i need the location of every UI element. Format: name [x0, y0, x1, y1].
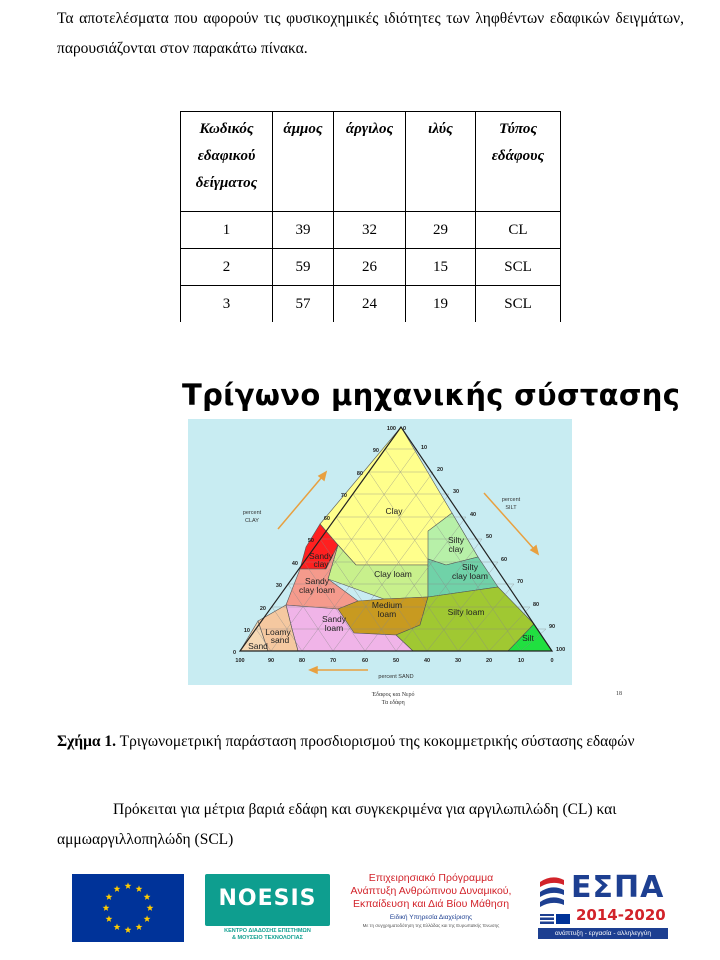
svg-text:0: 0	[403, 426, 407, 432]
table-row	[181, 286, 561, 323]
noesis-subtitle: ΚΕΝΤΡΟ ΔΙΑΔΟΣΗΣ ΕΠΙΣΤΗΜΩΝ & ΜΟΥΣΕΙΟ ΤΕΧΝΟΛΟΓΙΑΣ	[224, 928, 311, 941]
table-header-row	[181, 112, 561, 212]
caption-label: Σχήμα 1.	[57, 733, 117, 750]
espa-slogan: ανάπτυξη - εργασία - αλληλεγγύη	[538, 928, 668, 939]
svg-text:90: 90	[549, 624, 556, 630]
label-silty-loam: Silty loam	[447, 607, 485, 617]
eu-flag-icon	[72, 874, 184, 942]
svg-text:70: 70	[329, 658, 337, 664]
cell-sand: 59	[273, 249, 334, 286]
svg-text:50: 50	[392, 658, 400, 664]
operational-programme-logo: Επιχειρησιακό Πρόγραμμα Ανάπτυξη Ανθρώπινου Δυναμικού, Εκπαίδευση και Διά Βίου Μάθηση Ειδική Υπηρεσία Διαχείρισης Με τη συγχρηματοδότηση της Ελλάδας και της Ευρωπαϊκής Ένωσης	[350, 872, 512, 928]
svg-text:SILT: SILT	[505, 505, 517, 511]
cell-sand: 39	[273, 212, 334, 249]
label-silt: Silt	[522, 633, 534, 643]
header-clay: άργιλος	[334, 112, 406, 212]
noesis-name: NOESIS	[218, 886, 317, 911]
label-sandy-clay: Sandy clay	[308, 551, 334, 569]
footer-logos	[0, 870, 720, 945]
svg-text:60: 60	[501, 557, 508, 563]
label-silty-clay: Silty clay	[447, 535, 465, 554]
svg-text:10: 10	[243, 628, 250, 634]
table-row	[181, 212, 561, 249]
table-row	[181, 249, 561, 286]
cell-sand: 57	[273, 286, 334, 323]
svg-text:0: 0	[232, 650, 236, 656]
cell-type: SCL	[476, 286, 561, 323]
cell-type: CL	[476, 212, 561, 249]
svg-text:20: 20	[259, 606, 266, 612]
espa-name: ΕΣΠΑ	[571, 870, 665, 905]
svg-text:80: 80	[298, 658, 306, 664]
sand-axis-title: percent SAND	[378, 674, 414, 680]
label-medium-loam: Medium loam	[371, 600, 403, 619]
header-soil-type: Τύπος εδάφους	[476, 112, 561, 212]
label-sandy-clay-loam: Sandy clay loam	[299, 576, 335, 595]
svg-text:30: 30	[453, 489, 460, 495]
cell-silt: 15	[406, 249, 476, 286]
conclusion-paragraph: Πρόκειται για μέτρια βαριά εδάφη και συγκεκριμένα για αργιλωπιλώδη (CL) και αμμωαργιλλοπηλώδη (SCL)	[57, 801, 617, 848]
svg-text:20: 20	[485, 658, 493, 664]
soil-texture-triangle	[188, 419, 572, 685]
figure-title: Τρίγωνο μηχανικής σύστασης	[182, 378, 681, 412]
svg-text:60: 60	[361, 658, 369, 664]
svg-text:10: 10	[421, 445, 428, 451]
svg-text:80: 80	[533, 602, 540, 608]
svg-text:CLAY: CLAY	[245, 518, 259, 524]
header-sample-code: Κωδικός εδαφικού δείγματος	[181, 112, 273, 212]
soil-samples-table	[180, 111, 561, 322]
label-clay-loam: Clay loam	[374, 569, 412, 579]
svg-text:100: 100	[386, 426, 396, 432]
svg-text:70: 70	[517, 579, 524, 585]
caption-text: Τριγωνομετρική παράσταση προσδιορισμού της κοκομμετρικής σύστασης εδαφών	[119, 733, 635, 750]
label-silty-clay-loam: Silty clay loam	[452, 562, 488, 581]
svg-text:40: 40	[291, 561, 298, 567]
svg-text:30: 30	[275, 583, 282, 589]
soil-texture-triangle-figure	[188, 419, 572, 685]
figure-source: Έδαφος και Νερό Τα εδάφη	[372, 692, 415, 706]
figure-page-number: 18	[616, 691, 622, 697]
cell-code: 3	[181, 286, 273, 323]
cell-clay: 24	[334, 286, 406, 323]
label-loamy-sand: Loamy sand	[265, 627, 291, 645]
svg-text:10: 10	[517, 658, 525, 664]
cell-clay: 26	[334, 249, 406, 286]
header-sand: άμμος	[273, 112, 334, 212]
espa-logo	[538, 872, 668, 942]
label-sandy-loam: Sandy loam	[321, 614, 347, 633]
svg-text:40: 40	[470, 512, 477, 518]
svg-text:20: 20	[437, 467, 444, 473]
svg-text:100: 100	[235, 658, 245, 664]
svg-text:90: 90	[267, 658, 275, 664]
svg-text:40: 40	[423, 658, 431, 664]
svg-text:100: 100	[556, 647, 566, 653]
clay-axis-title	[243, 510, 262, 524]
cell-silt: 29	[406, 212, 476, 249]
svg-text:70: 70	[340, 493, 347, 499]
header-silt: ιλύς	[406, 112, 476, 212]
svg-text:0: 0	[550, 658, 554, 664]
cell-clay: 32	[334, 212, 406, 249]
svg-text:percent: percent	[501, 497, 521, 503]
svg-text:30: 30	[454, 658, 462, 664]
noesis-logo	[205, 874, 330, 942]
sand-tick-labels	[235, 658, 553, 664]
intro-paragraph: Τα αποτελέσματα που αφορούν τις φυσικοχημικές ιδιότητες των ληφθέντων εδαφικών δειγμάτων, παρουσιάζονται στον παρακάτω πίνακα.	[57, 10, 684, 57]
svg-text:50: 50	[486, 534, 493, 540]
svg-text:90: 90	[372, 448, 379, 454]
cell-code: 2	[181, 249, 273, 286]
svg-text:80: 80	[356, 471, 363, 477]
svg-text:60: 60	[323, 516, 330, 522]
svg-text:percent: percent	[242, 510, 262, 516]
espa-years: 2014-2020	[576, 906, 666, 924]
label-sand: Sand	[248, 641, 268, 651]
cell-code: 1	[181, 212, 273, 249]
label-clay: Clay	[385, 506, 403, 516]
silt-axis-title	[502, 497, 521, 511]
eu-flag-logo	[72, 874, 184, 942]
cell-type: SCL	[476, 249, 561, 286]
svg-text:50: 50	[307, 538, 314, 544]
cell-silt: 19	[406, 286, 476, 323]
figure-caption	[57, 730, 684, 754]
